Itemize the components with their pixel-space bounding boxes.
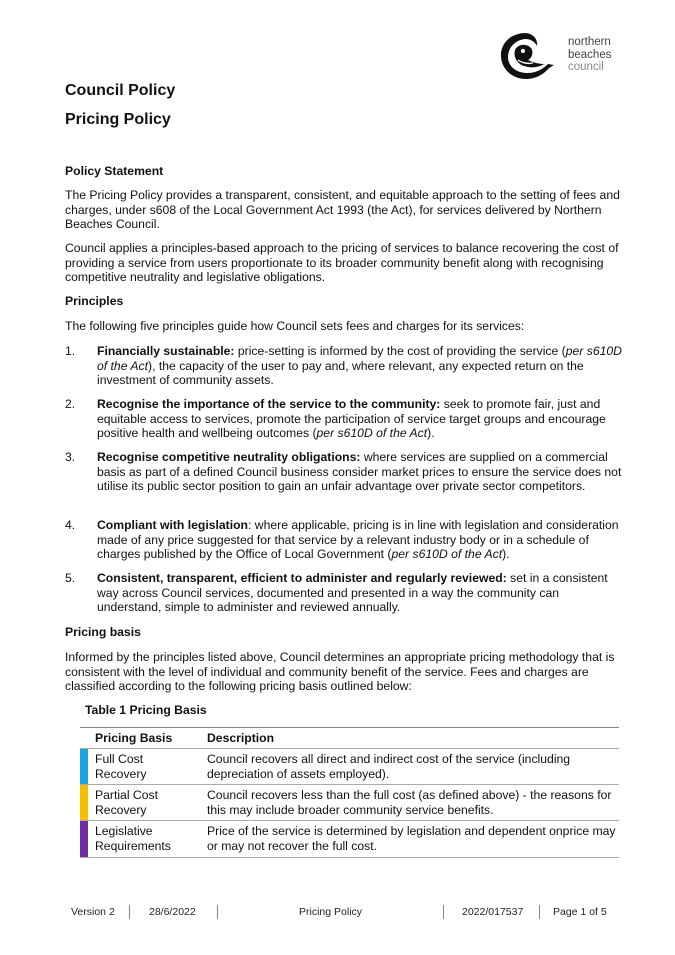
principle-text-end: ). (502, 547, 510, 562)
principle-title: Consistent, transparent, efficient to administer and regularly reviewed: (97, 571, 507, 585)
principle-text: price-setting is informed by the cost of providing the service ( (234, 344, 566, 358)
footer-date: 28/6/2022 (149, 906, 196, 918)
council-logo (498, 30, 658, 80)
principle-number: 1. (65, 344, 76, 358)
header-pricing-basis: Pricing Basis (95, 731, 173, 745)
logo-line-1: northern (568, 36, 611, 48)
policy-statement-paragraph-1: The Pricing Policy provides a transparent, consistent, and equitable approach to the setting of fees and charges, under s608 of the Local Government Act 1993 (the Act), for services delivered by Northern Beaches Council. (65, 188, 620, 232)
logo-line-3: council (568, 61, 604, 73)
principle-citation: per s610D of the Act (316, 426, 428, 441)
logo-wordmark (568, 36, 611, 74)
document-subtitle: Pricing Policy (65, 111, 171, 128)
policy-statement-paragraph-2: Council applies a principles-based approach to the pricing of services to balance recovering the cost of providing a service from users proportionate to its broader community benefit along with recognising competitive neutrality and legislative obligations. (65, 241, 619, 285)
principle-number: 3. (65, 450, 76, 464)
principle-title: Financially sustainable: (97, 344, 235, 358)
footer-separator (443, 905, 444, 919)
category-color-bar (80, 749, 88, 785)
principles-intro: The following five principles guide how Council sets fees and charges for its services: (65, 319, 525, 333)
footer-title: Pricing Policy (299, 906, 363, 918)
wave-fish-icon (498, 30, 556, 82)
principle-text: set in a consistent way across Council services, documented and presented in a way the community can understand, simple to administer and reviewed annually. (97, 571, 608, 615)
cell-description: Price of the service is determined by legislation and dependent onprice may or may not recover the full cost. (207, 824, 616, 853)
cell-pricing-basis: Full Cost Recovery (95, 752, 147, 781)
cell-pricing-basis: Legislative Requirements (95, 824, 171, 853)
table-row (80, 821, 619, 858)
table-header-row (80, 728, 619, 749)
footer-separator (217, 905, 218, 919)
principle-text: where services are supplied on a commercial basis as part of a defined Council business consider market prices to ensure the service does not utilise its public sector position to gain an unfair advantage over private sector competitors. (97, 450, 622, 494)
cell-description: Council recovers less than the full cost (as defined above) - the reasons for this may include broader community service benefits. (207, 788, 612, 817)
footer-separator (539, 905, 540, 919)
principle-title: Compliant with legislation (97, 518, 248, 532)
principles-heading: Principles (65, 294, 124, 308)
principle-number: 2. (65, 397, 76, 411)
footer-separator (129, 905, 130, 919)
category-color-bar (80, 785, 88, 821)
principle-title: Recognise competitive neutrality obligations: (97, 450, 361, 464)
document-title: Council Policy (65, 82, 176, 99)
header-description: Description (207, 731, 275, 745)
logo-line-2: beaches (568, 48, 612, 61)
footer-reference: 2022/017537 (462, 906, 524, 918)
cell-pricing-basis: Partial Cost Recovery (95, 788, 158, 817)
table-row (80, 749, 619, 785)
principle-title: Recognise the importance of the service to the community: (97, 397, 441, 411)
principle-citation: per s610D of the Act (391, 547, 503, 562)
table-row (80, 785, 619, 821)
principle-citation: per s610D of the Act (97, 344, 622, 373)
principle-text: seek to promote fair, just and equitable access to services, promote the participation of service target groups and encourage positive health and wellbeing outcomes ( (97, 397, 606, 441)
policy-statement-heading: Policy Statement (65, 164, 164, 178)
principle-number: 4. (65, 518, 76, 532)
principle-text-end: ), the capacity of the user to pay and, where relevant, any expected return on the investment of community assets. (97, 358, 584, 388)
principle-text: : where applicable, pricing is in line with legislation and consideration made of any price suggested for that service by a relevant industry body or in a schedule of charges published by the Office of Local Government ( (97, 518, 619, 562)
row-rule (80, 857, 619, 858)
footer-version: Version 2 (71, 906, 115, 918)
principle-text-end: ). (427, 426, 435, 441)
cell-description: Council recovers all direct and indirect cost of the service (including depreciation of assets employed). (207, 752, 571, 781)
table-caption: Table 1 Pricing Basis (85, 703, 207, 717)
footer-page-number: Page 1 of 5 (553, 906, 607, 918)
category-color-bar (80, 821, 88, 858)
pricing-basis-heading: Pricing basis (65, 625, 141, 639)
pricing-basis-paragraph: Informed by the principles listed above, Council determines an appropriate pricing methodology that is consistent with the level of individual and community benefit of the service. Fees and charges are classified according to the following pricing basis outlined below: (65, 650, 615, 694)
principle-number: 5. (65, 571, 76, 585)
